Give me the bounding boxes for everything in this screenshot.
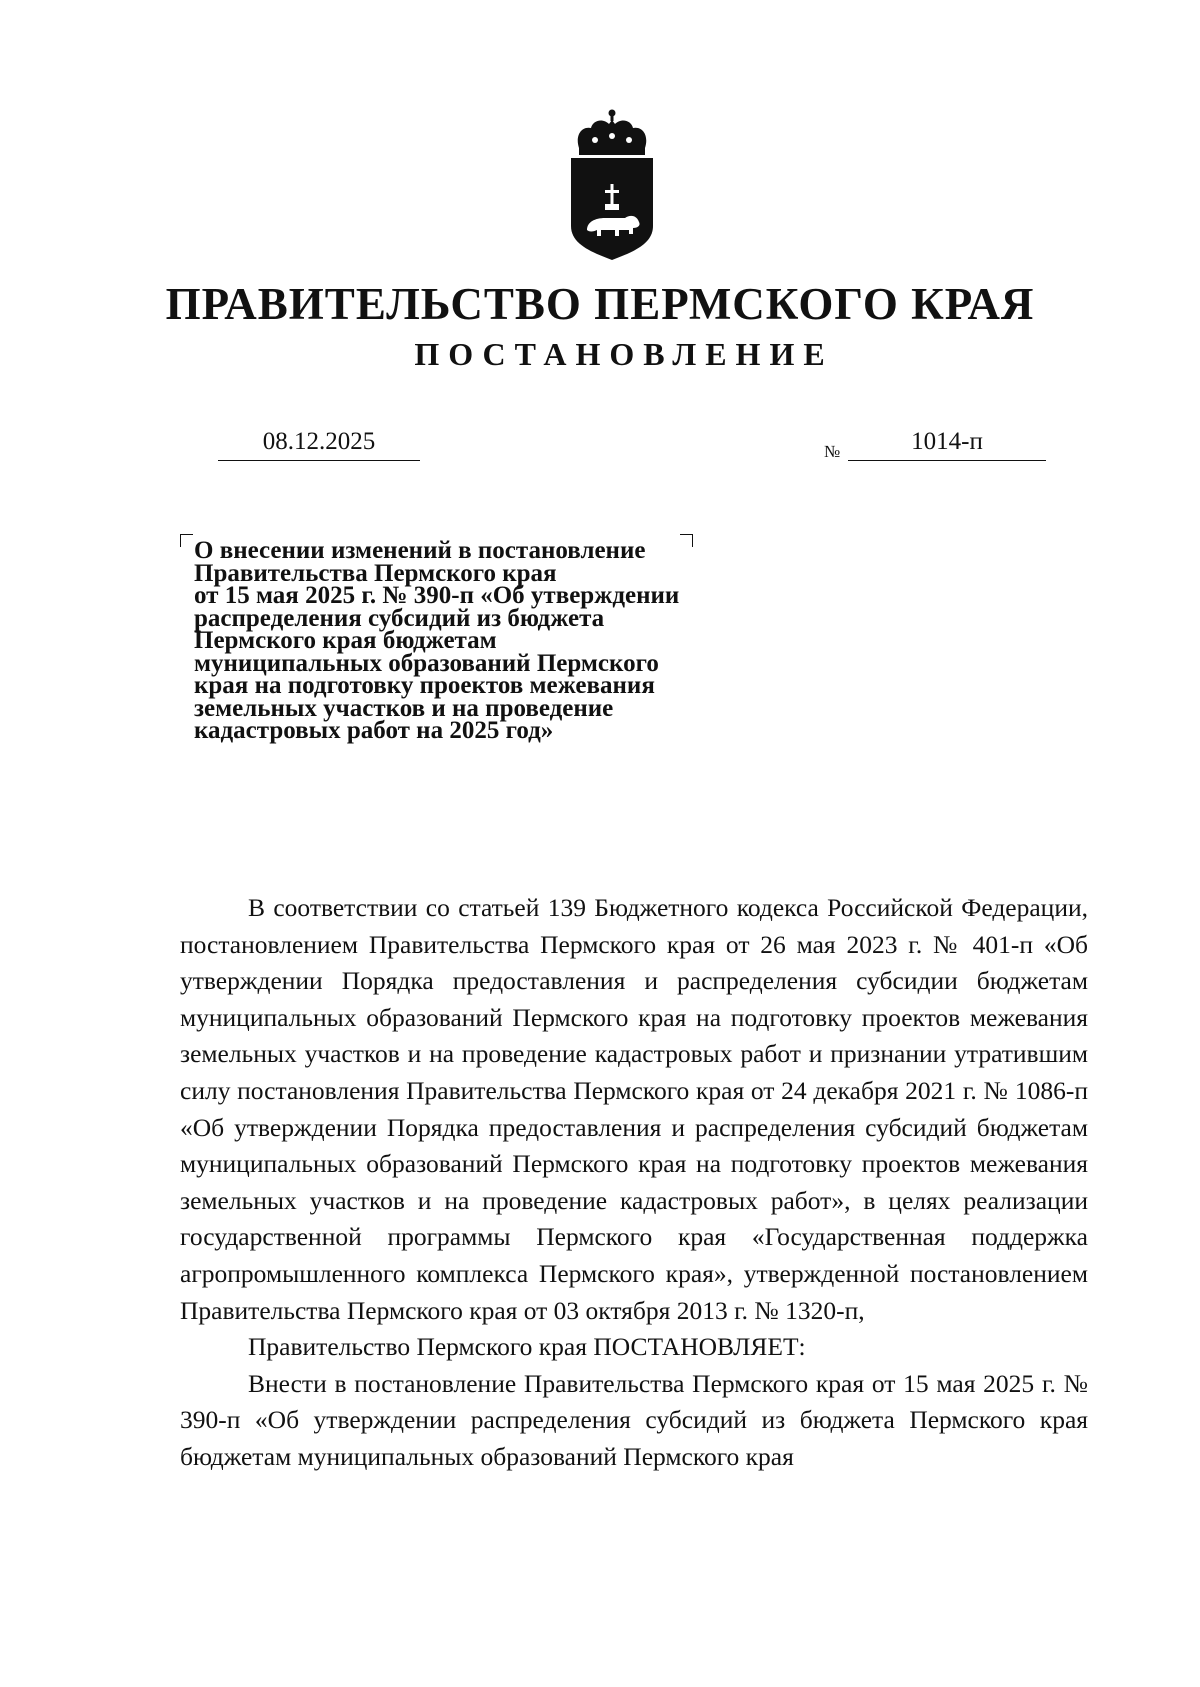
subject-line: земельных участков и на проведение [194, 694, 614, 722]
subject-line: Пермского края бюджетам [194, 627, 497, 654]
organization-title: ПРАВИТЕЛЬСТВО ПЕРМСКОГО КРАЯ [165, 279, 1035, 329]
document-date: 08.12.2025 [218, 424, 420, 461]
body-paragraph-resolves: Правительство Пермского края ПОСТАНОВЛЯЕТ: [248, 1332, 806, 1362]
perm-krai-coat-of-arms-icon [567, 108, 657, 260]
subject-line: от 15 мая 2025 г. № 390-п «Об утверждении [194, 582, 680, 609]
document-number: 1014-п [848, 424, 1046, 461]
subject-line: муниципальных образований Пермского [194, 649, 659, 677]
subject-line: кадастровых работ на 2025 год» [194, 717, 554, 744]
subject-line: О внесении изменений в постановление [194, 537, 646, 564]
document-type-title: ПОСТАНОВЛЕНИЕ [414, 336, 834, 372]
subject-line: Правительства Пермского края [194, 559, 557, 587]
subject-line: края на подготовку проектов межевания [194, 672, 655, 699]
body-paragraph-preamble: В соответствии со статьей 139 Бюджетного кодекса Российской Федерации, постановлением Правительства Пермского края от 26 мая 2023 г. № 401-п «Об утверждении Порядка предоставления и распределения субсидии бюджетам муниципальных образований Пермского края на подготовку проектов межевания земельных участков и на проведение кадастровых работ и признании утратившим силу постановления Правительства Пермского края от 24 декабря 2021 г. № 1086-п «Об утверждении Порядка предоставления и распределения субсидий бюджетам муниципальных образований Пермского края на подготовку проектов межевания земельных участков и на проведение кадастровых работ», в целях реализации государственной программы Пермского края «Государственная поддержка агропромышленного комплекса Пермского края», утвержденной постановлением Правительства Пермского края от 03 октября 2013 г. № 1320-п, [180, 893, 1088, 1325]
subject-bracket-left [180, 534, 193, 547]
number-sign: № [824, 442, 841, 461]
document-body [180, 890, 1088, 1476]
body-paragraph-amendment: Внести в постановление Правительства Пермского края от 15 мая 2025 г. № 390-п «Об утверждении распределения субсидий из бюджета Пермского края бюджетам муниципальных образований Пермского края [180, 1368, 1088, 1471]
document-subject [194, 537, 794, 744]
subject-line: распределения субсидий из бюджета [194, 604, 605, 632]
